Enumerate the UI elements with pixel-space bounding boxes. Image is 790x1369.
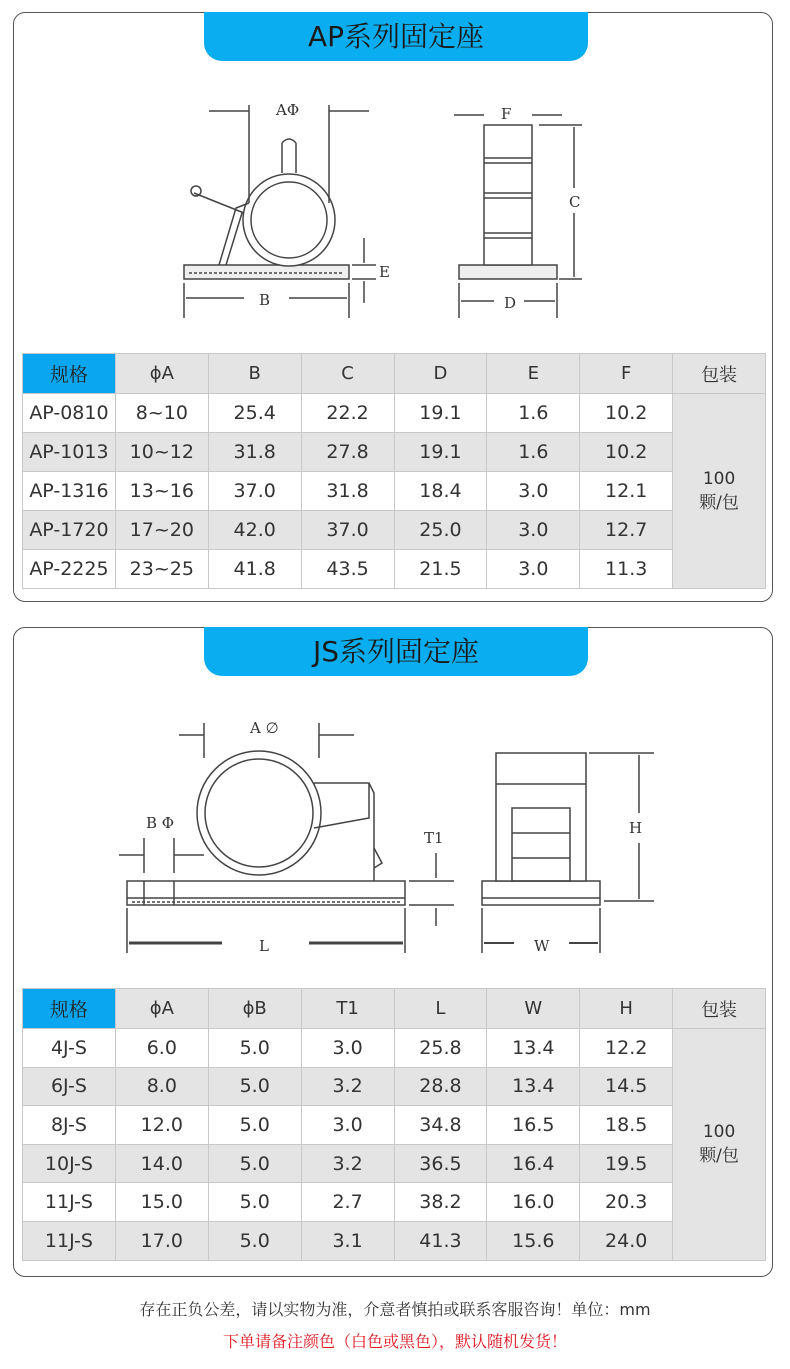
value-cell: 3.1 bbox=[301, 1221, 394, 1260]
value-cell: 8~10 bbox=[115, 394, 208, 433]
packaging-text: 颗/包 bbox=[699, 1146, 739, 1167]
table-header-row bbox=[23, 354, 766, 394]
js-series-title: JS系列固定座 bbox=[204, 627, 588, 676]
table-row bbox=[23, 394, 766, 433]
value-cell: 1.6 bbox=[487, 394, 580, 433]
column-header: C bbox=[301, 354, 394, 394]
table-row bbox=[23, 1106, 766, 1145]
value-cell: 5.0 bbox=[208, 1221, 301, 1260]
value-cell: 27.8 bbox=[301, 433, 394, 472]
ap-label-d: D bbox=[504, 294, 517, 312]
js-label-b: B Φ bbox=[146, 814, 175, 832]
ap-label-c: C bbox=[569, 193, 581, 211]
value-cell: 16.4 bbox=[487, 1144, 580, 1183]
column-header: H bbox=[580, 989, 673, 1029]
value-cell: 11.3 bbox=[580, 550, 673, 589]
value-cell: 5.0 bbox=[208, 1029, 301, 1068]
table-row bbox=[23, 433, 766, 472]
value-cell: 28.8 bbox=[394, 1067, 487, 1106]
value-cell: 19.1 bbox=[394, 394, 487, 433]
ap-spec-table bbox=[22, 353, 766, 589]
packaging-cell bbox=[673, 394, 766, 589]
table-row bbox=[23, 472, 766, 511]
value-cell: 31.8 bbox=[208, 433, 301, 472]
packaging-text: 颗/包 bbox=[699, 493, 739, 513]
value-cell: 12.1 bbox=[580, 472, 673, 511]
model-cell: AP-1720 bbox=[23, 511, 116, 550]
value-cell: 6.0 bbox=[115, 1029, 208, 1068]
model-cell: AP-1013 bbox=[23, 433, 116, 472]
value-cell: 16.0 bbox=[487, 1183, 580, 1222]
model-cell: 4J-S bbox=[23, 1029, 116, 1068]
value-cell: 24.0 bbox=[580, 1221, 673, 1260]
value-cell: 41.3 bbox=[394, 1221, 487, 1260]
packaging-text: 100 bbox=[702, 469, 736, 489]
column-header: T1 bbox=[301, 989, 394, 1029]
value-cell: 1.6 bbox=[487, 433, 580, 472]
ap-label-b: B bbox=[259, 291, 271, 309]
value-cell: 2.7 bbox=[301, 1183, 394, 1222]
column-header: ϕB bbox=[208, 989, 301, 1029]
column-header: F bbox=[580, 354, 673, 394]
value-cell: 15.6 bbox=[487, 1221, 580, 1260]
value-cell: 13~16 bbox=[115, 472, 208, 511]
table-row bbox=[23, 550, 766, 589]
value-cell: 13.4 bbox=[487, 1067, 580, 1106]
value-cell: 3.0 bbox=[301, 1106, 394, 1145]
value-cell: 12.2 bbox=[580, 1029, 673, 1068]
column-header: 包装 bbox=[673, 989, 766, 1029]
value-cell: 38.2 bbox=[394, 1183, 487, 1222]
model-cell: 11J-S bbox=[23, 1221, 116, 1260]
value-cell: 14.0 bbox=[115, 1144, 208, 1183]
value-cell: 10.2 bbox=[580, 394, 673, 433]
tolerance-note: 存在正负公差，请以实物为准，介意者慎拍或联系客服咨询！单位：mm bbox=[139, 1300, 651, 1319]
value-cell: 15.0 bbox=[115, 1183, 208, 1222]
ap-series-title: AP系列固定座 bbox=[204, 12, 588, 61]
js-series-panel bbox=[13, 627, 773, 1277]
value-cell: 13.4 bbox=[487, 1029, 580, 1068]
value-cell: 37.0 bbox=[208, 472, 301, 511]
table-row bbox=[23, 1221, 766, 1260]
column-header: D bbox=[394, 354, 487, 394]
table-row bbox=[23, 1029, 766, 1068]
value-cell: 25.8 bbox=[394, 1029, 487, 1068]
value-cell: 14.5 bbox=[580, 1067, 673, 1106]
value-cell: 25.0 bbox=[394, 511, 487, 550]
value-cell: 18.4 bbox=[394, 472, 487, 511]
value-cell: 17~20 bbox=[115, 511, 208, 550]
table-row bbox=[23, 511, 766, 550]
value-cell: 23~25 bbox=[115, 550, 208, 589]
value-cell: 3.0 bbox=[487, 550, 580, 589]
table-row bbox=[23, 1144, 766, 1183]
value-cell: 10.2 bbox=[580, 433, 673, 472]
model-cell: 6J-S bbox=[23, 1067, 116, 1106]
value-cell: 10~12 bbox=[115, 433, 208, 472]
js-spec-table bbox=[22, 988, 766, 1261]
column-header: B bbox=[208, 354, 301, 394]
value-cell: 5.0 bbox=[208, 1067, 301, 1106]
color-order-note: 下单请备注颜色（白色或黑色），默认随机发货！ bbox=[222, 1332, 567, 1351]
value-cell: 19.5 bbox=[580, 1144, 673, 1183]
column-header: ϕA bbox=[115, 989, 208, 1029]
column-header: 规格 bbox=[23, 989, 116, 1029]
js-label-a: A ∅ bbox=[250, 719, 279, 737]
value-cell: 3.0 bbox=[487, 472, 580, 511]
js-dimension-drawing bbox=[14, 698, 774, 978]
column-header: L bbox=[394, 989, 487, 1029]
value-cell: 12.7 bbox=[580, 511, 673, 550]
value-cell: 22.2 bbox=[301, 394, 394, 433]
value-cell: 34.8 bbox=[394, 1106, 487, 1145]
ap-dimension-drawing bbox=[14, 83, 774, 343]
js-label-w: W bbox=[534, 937, 550, 955]
value-cell: 20.3 bbox=[580, 1183, 673, 1222]
value-cell: 3.2 bbox=[301, 1144, 394, 1183]
packaging-text: 100 bbox=[702, 1122, 736, 1143]
model-cell: AP-1316 bbox=[23, 472, 116, 511]
column-header: 规格 bbox=[23, 354, 116, 394]
model-cell: 11J-S bbox=[23, 1183, 116, 1222]
value-cell: 19.1 bbox=[394, 433, 487, 472]
ap-series-panel bbox=[13, 12, 773, 602]
model-cell: 10J-S bbox=[23, 1144, 116, 1183]
js-label-t1: T1 bbox=[424, 829, 444, 847]
value-cell: 41.8 bbox=[208, 550, 301, 589]
model-cell: AP-0810 bbox=[23, 394, 116, 433]
ap-label-a: AΦ bbox=[276, 101, 300, 119]
model-cell: 8J-S bbox=[23, 1106, 116, 1145]
value-cell: 25.4 bbox=[208, 394, 301, 433]
value-cell: 5.0 bbox=[208, 1106, 301, 1145]
model-cell: AP-2225 bbox=[23, 550, 116, 589]
value-cell: 5.0 bbox=[208, 1144, 301, 1183]
value-cell: 43.5 bbox=[301, 550, 394, 589]
ap-label-e: E bbox=[379, 263, 390, 281]
column-header: ϕA bbox=[115, 354, 208, 394]
value-cell: 5.0 bbox=[208, 1183, 301, 1222]
value-cell: 37.0 bbox=[301, 511, 394, 550]
js-label-l: L bbox=[259, 937, 269, 955]
value-cell: 31.8 bbox=[301, 472, 394, 511]
value-cell: 12.0 bbox=[115, 1106, 208, 1145]
table-header-row bbox=[23, 989, 766, 1029]
table-row bbox=[23, 1183, 766, 1222]
value-cell: 36.5 bbox=[394, 1144, 487, 1183]
value-cell: 3.0 bbox=[301, 1029, 394, 1068]
value-cell: 21.5 bbox=[394, 550, 487, 589]
table-row bbox=[23, 1067, 766, 1106]
js-label-h: H bbox=[629, 819, 643, 837]
value-cell: 18.5 bbox=[580, 1106, 673, 1145]
value-cell: 17.0 bbox=[115, 1221, 208, 1260]
column-header: W bbox=[487, 989, 580, 1029]
value-cell: 3.2 bbox=[301, 1067, 394, 1106]
packaging-cell bbox=[673, 1029, 766, 1261]
ap-label-f: F bbox=[501, 105, 512, 123]
value-cell: 42.0 bbox=[208, 511, 301, 550]
column-header: E bbox=[487, 354, 580, 394]
column-header: 包装 bbox=[673, 354, 766, 394]
value-cell: 3.0 bbox=[487, 511, 580, 550]
value-cell: 16.5 bbox=[487, 1106, 580, 1145]
value-cell: 8.0 bbox=[115, 1067, 208, 1106]
